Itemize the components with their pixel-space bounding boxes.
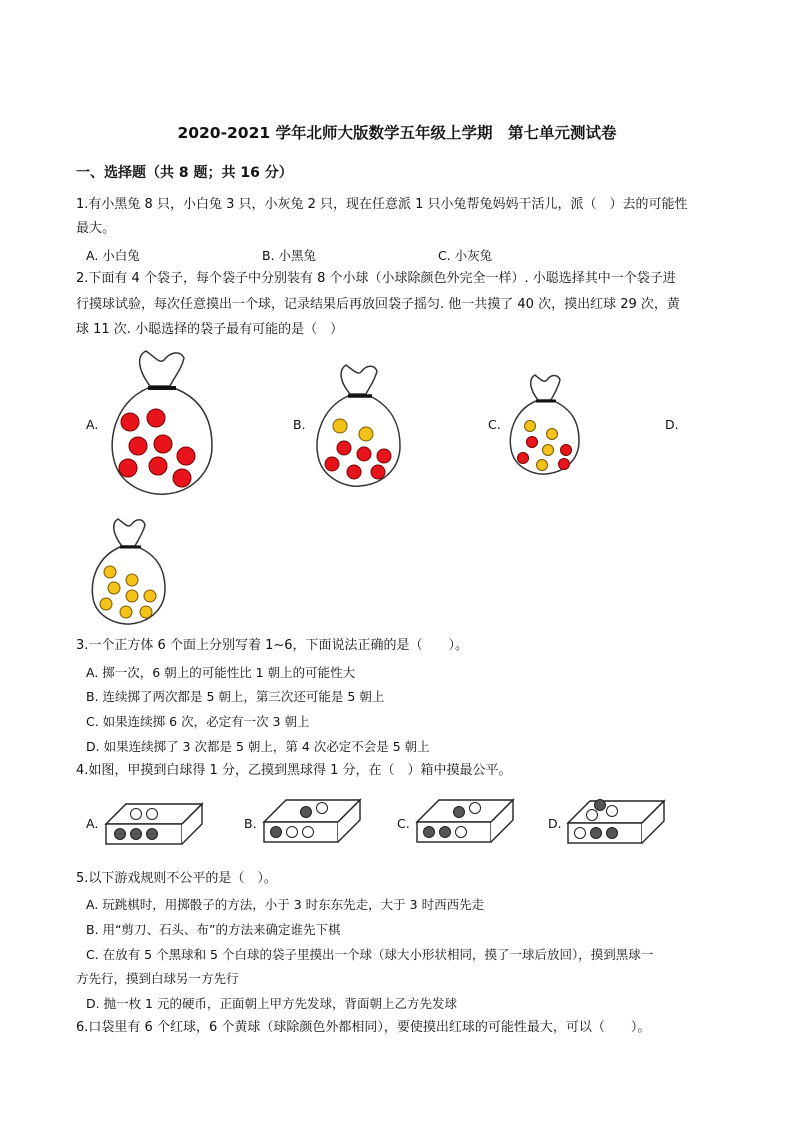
yellow-ball — [104, 566, 116, 578]
red-ball — [561, 445, 572, 456]
red-ball — [121, 413, 139, 431]
q2-label-a[interactable]: A. — [86, 417, 99, 432]
red-ball — [325, 457, 339, 471]
red-ball — [337, 441, 351, 455]
red-ball — [357, 447, 371, 461]
q5-option-d[interactable]: D. 抛一枚 1 元的硬币，正面朝上甲方先发球，背面朝上乙方先发球 — [86, 996, 457, 1011]
q2-stem-line3: 球 11 次. 小聪选择的袋子最有可能的是（ ） — [76, 322, 344, 337]
q1-stem-line1: 1.有小黑兔 8 只，小白兔 3 只，小灰兔 2 只，现在任意派 1 只小兔帮兔妈妈干活儿，派（ ）去的可能性 — [76, 197, 688, 212]
red-ball — [347, 465, 361, 479]
yellow-ball — [547, 429, 558, 440]
dark-ball — [607, 828, 618, 839]
q2-label-d[interactable]: D. — [665, 417, 679, 432]
white-ball — [607, 806, 618, 817]
q2-label-c[interactable]: C. — [488, 417, 501, 432]
q1-option-b[interactable]: B. 小黑兔 — [262, 248, 317, 263]
q3-option-b[interactable]: B. 连续掷了两次都是 5 朝上，第三次还可能是 5 朝上 — [86, 689, 385, 704]
q4-stem: 4.如图，甲摸到白球得 1 分，乙摸到黑球得 1 分，在（ ）箱中摸最公平。 — [76, 763, 512, 778]
red-ball — [559, 459, 570, 470]
q1-option-c[interactable]: C. 小灰兔 — [438, 248, 493, 263]
q4-label-b[interactable]: B. — [244, 816, 257, 831]
dark-ball — [424, 827, 435, 838]
red-ball — [119, 459, 137, 477]
q4-label-c[interactable]: C. — [397, 816, 410, 831]
red-ball — [149, 457, 167, 475]
white-ball — [287, 827, 298, 838]
yellow-ball — [525, 421, 536, 432]
red-ball — [173, 469, 191, 487]
yellow-ball — [100, 598, 112, 610]
dark-ball — [131, 829, 142, 840]
dark-ball — [301, 807, 312, 818]
dark-ball — [454, 807, 465, 818]
white-ball — [303, 827, 314, 838]
yellow-ball — [140, 606, 152, 618]
q3-option-d[interactable]: D. 如果连续掷了 3 次都是 5 朝上，第 4 次必定不会是 5 朝上 — [86, 739, 430, 754]
page-title: 2020-2021 学年北师大版数学五年级上学期 第七单元测试卷 — [177, 124, 617, 142]
q4-label-a[interactable]: A. — [86, 816, 99, 831]
dark-ball — [147, 829, 158, 840]
q5-option-c[interactable]: C. 在放有 5 个黑球和 5 个白球的袋子里摸出一个球（球大小形状相同，摸了一球后放回），摸到黑球一 — [86, 947, 654, 962]
q5-option-a[interactable]: A. 玩跳棋时，用掷骰子的方法，小于 3 时东东先走，大于 3 时西西先走 — [86, 897, 485, 912]
white-ball — [317, 803, 328, 814]
q1-option-a[interactable]: A. 小白兔 — [86, 248, 140, 263]
red-ball — [129, 437, 147, 455]
box-d-image — [566, 796, 666, 846]
yellow-ball — [126, 574, 138, 586]
white-ball — [587, 810, 598, 821]
white-ball — [131, 809, 142, 820]
section-heading: 一、选择题（共 8 题；共 16 分） — [76, 165, 293, 181]
dark-ball — [271, 827, 282, 838]
dark-ball — [440, 827, 451, 838]
q3-option-a[interactable]: A. 掷一次，6 朝上的可能性比 1 朝上的可能性大 — [86, 665, 356, 680]
bag-d-image — [90, 516, 168, 626]
box-c-image — [415, 797, 515, 845]
q1-stem-line2: 最大。 — [76, 221, 116, 236]
yellow-ball — [126, 590, 138, 602]
red-ball — [154, 435, 172, 453]
q4-label-d[interactable]: D. — [548, 816, 562, 831]
dark-ball — [115, 829, 126, 840]
white-ball — [456, 827, 467, 838]
q5-option-b[interactable]: B. 用“剪刀、石头、布”的方法来确定谁先下棋 — [86, 922, 341, 937]
yellow-ball — [144, 590, 156, 602]
q6-stem: 6.口袋里有 6 个红球，6 个黄球（球除颜色外都相同），要使摸出红球的可能性最大，可以（ ）。 — [76, 1020, 651, 1035]
bag-c-image — [508, 372, 582, 476]
q5-stem: 5.以下游戏规则不公平的是（ ）。 — [76, 871, 277, 886]
q3-option-c[interactable]: C. 如果连续掷 6 次，必定有一次 3 朝上 — [86, 714, 310, 729]
yellow-ball — [543, 445, 554, 456]
box-b-image — [262, 797, 362, 845]
q3-stem: 3.一个正方体 6 个面上分别写着 1~6，下面说法正确的是（ ）。 — [76, 638, 469, 653]
white-ball — [470, 803, 481, 814]
red-ball — [147, 409, 165, 427]
yellow-ball — [108, 582, 120, 594]
white-ball — [147, 809, 158, 820]
white-ball — [575, 828, 586, 839]
bag-a-image — [108, 348, 218, 498]
yellow-ball — [333, 419, 347, 433]
red-ball — [377, 449, 391, 463]
red-ball — [527, 437, 538, 448]
red-ball — [371, 465, 385, 479]
yellow-ball — [359, 427, 373, 441]
red-ball — [518, 453, 529, 464]
q2-stem-line1: 2.下面有 4 个袋子，每个袋子中分别装有 8 个小球（小球除颜色外完全一样）. 小聪选择其中一个袋子进 — [76, 271, 676, 286]
yellow-ball — [120, 606, 132, 618]
q2-label-b[interactable]: B. — [293, 417, 306, 432]
dark-ball — [595, 800, 606, 811]
yellow-ball — [537, 460, 548, 471]
q2-stem-line2: 行摸球试验，每次任意摸出一个球，记录结果后再放回袋子摇匀. 他一共摸了 40 次，摸出红球 29 次，黄 — [76, 297, 680, 312]
bag-b-image — [314, 362, 404, 490]
box-a-image — [104, 802, 204, 846]
red-ball — [177, 447, 195, 465]
q5-option-c-cont: 方先行，摸到白球另一方先行 — [76, 971, 239, 986]
dark-ball — [591, 828, 602, 839]
